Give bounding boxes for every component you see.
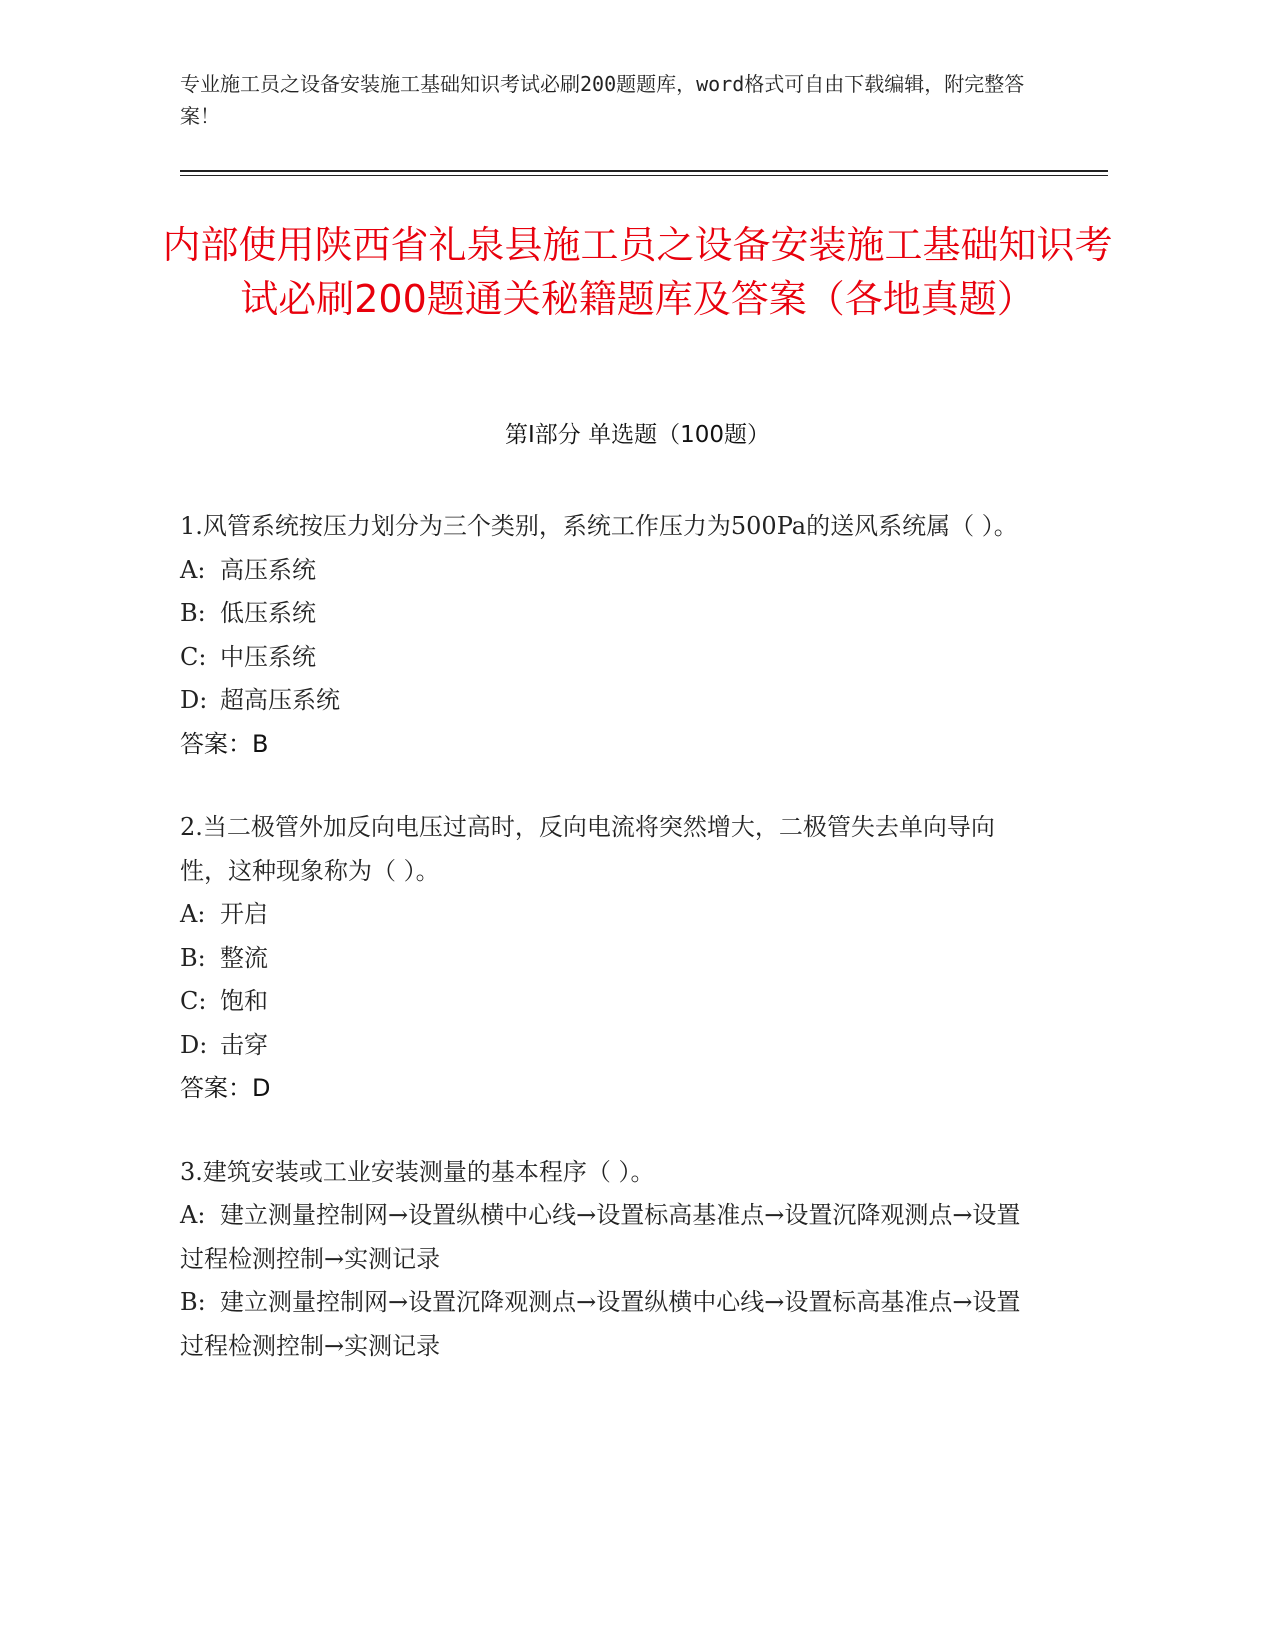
option-d bbox=[180, 679, 1040, 723]
option-key: B: bbox=[180, 1288, 206, 1316]
option-key: D: bbox=[180, 1030, 208, 1059]
option-d bbox=[180, 1024, 1040, 1068]
header-divider-thick bbox=[180, 170, 1108, 172]
question-item bbox=[180, 806, 1040, 1111]
option-key: B: bbox=[180, 599, 206, 627]
option-text: 建立测量控制网→设置纵横中心线→设置标高基准点→设置沉降观测点→设置过程检测控制→实测记录 bbox=[180, 1201, 1021, 1273]
header-divider-thin bbox=[180, 175, 1108, 176]
option-a bbox=[180, 893, 1040, 937]
question-stem: 3.建筑安装或工业安装测量的基本程序（ ）。 bbox=[180, 1157, 655, 1186]
option-a bbox=[180, 549, 1040, 593]
option-key: A: bbox=[180, 555, 206, 584]
option-text: 超高压系统 bbox=[220, 686, 340, 714]
option-c bbox=[180, 636, 1040, 680]
option-b bbox=[180, 592, 1040, 636]
option-b bbox=[180, 1281, 1040, 1368]
document-title: 内部使用陕西省礼泉县施工员之设备安装施工基础知识考试必刷200题通关秘籍题库及答案（各地真题） bbox=[162, 223, 1113, 321]
question-item bbox=[180, 1151, 1040, 1369]
question-item bbox=[180, 505, 1040, 766]
option-key: C: bbox=[180, 987, 207, 1015]
option-text: 低压系统 bbox=[220, 599, 316, 627]
option-key: D: bbox=[180, 686, 208, 714]
option-b bbox=[180, 937, 1040, 981]
option-text: 整流 bbox=[220, 943, 268, 972]
option-key: B: bbox=[180, 943, 206, 972]
question-stem: 1.风管系统按压力划分为三个类别，系统工作压力为500Pa的送风系统属（ ）。 bbox=[180, 512, 1018, 540]
question-stem: 2.当二极管外加反向电压过高时，反向电流将突然增大，二极管失去单向导向性，这种现象称为（ ）。 bbox=[180, 813, 995, 885]
option-text: 饱和 bbox=[220, 987, 268, 1015]
option-text: 建立测量控制网→设置沉降观测点→设置纵横中心线→设置标高基准点→设置过程检测控制→实测记录 bbox=[180, 1288, 1021, 1360]
option-key: C: bbox=[180, 642, 207, 671]
option-text: 中压系统 bbox=[220, 642, 316, 671]
option-key: A: bbox=[180, 900, 206, 928]
header-note: 专业施工员之设备安装施工基础知识考试必刷200题题库，word格式可自由下载编辑，附完整答案！ bbox=[180, 72, 1025, 128]
option-a bbox=[180, 1194, 1040, 1281]
answer-line: 答案：D bbox=[180, 1074, 271, 1102]
section-heading: 第Ⅰ部分 单选题（100题） bbox=[505, 422, 770, 448]
option-text: 击穿 bbox=[220, 1030, 268, 1059]
option-text: 开启 bbox=[220, 900, 268, 928]
option-c bbox=[180, 980, 1040, 1024]
answer-line: 答案：B bbox=[180, 729, 269, 758]
question-list bbox=[180, 505, 1040, 1408]
option-key: A: bbox=[180, 1201, 206, 1229]
option-text: 高压系统 bbox=[220, 555, 316, 584]
